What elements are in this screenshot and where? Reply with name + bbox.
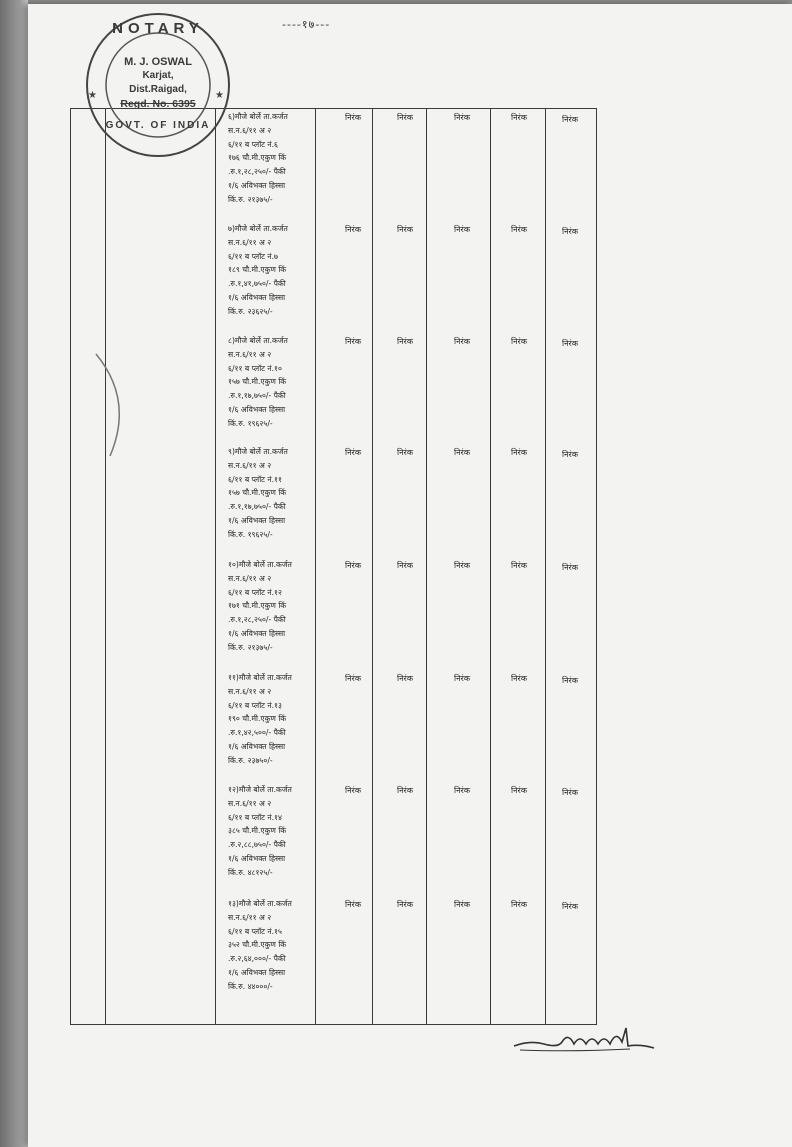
nil-cell: निरंक xyxy=(454,448,470,457)
nil-cell: निरंक xyxy=(511,337,527,346)
nil-cell: निरंक xyxy=(511,448,527,457)
table-border-right xyxy=(596,108,597,1025)
nil-cell: निरंक xyxy=(345,337,361,346)
nil-cell: निरंक xyxy=(511,900,527,909)
stamp-place: Karjat, xyxy=(142,70,174,81)
stamp-star-icon: ★ xyxy=(215,90,224,101)
nil-cell: निरंक xyxy=(345,786,361,795)
column-divider xyxy=(215,108,216,1025)
nil-cell: निरंक xyxy=(345,113,361,122)
nil-cell: निरंक xyxy=(454,786,470,795)
nil-cell: निरंक xyxy=(397,900,413,909)
scan-left-edge xyxy=(0,0,28,1147)
nil-cell: निरंक xyxy=(511,674,527,683)
nil-cell: निरंक xyxy=(511,225,527,234)
nil-cell: निरंक xyxy=(454,900,470,909)
nil-cell: निरंक xyxy=(562,227,578,236)
nil-cell: निरंक xyxy=(511,561,527,570)
nil-cell: निरंक xyxy=(511,113,527,122)
nil-cell: निरंक xyxy=(562,902,578,911)
stamp-registration: Regd. No. 6395 xyxy=(120,98,196,110)
stamp-bottom-text: GOVT. OF INDIA xyxy=(105,120,211,131)
nil-cell: निरंक xyxy=(562,563,578,572)
nil-cell: निरंक xyxy=(454,561,470,570)
nil-cell: निरंक xyxy=(397,225,413,234)
nil-cell: निरंक xyxy=(345,900,361,909)
nil-cell: निरंक xyxy=(397,448,413,457)
nil-cell: निरंक xyxy=(345,448,361,457)
signature xyxy=(510,1022,660,1062)
column-divider xyxy=(105,108,106,1025)
stamp-star-icon: ★ xyxy=(88,90,97,101)
nil-cell: निरंक xyxy=(397,113,413,122)
column-divider xyxy=(490,108,491,1025)
page-number: ----१७--- xyxy=(282,18,331,31)
nil-cell: निरंक xyxy=(562,450,578,459)
stamp-heading: NOTARY xyxy=(112,20,204,37)
stamp-district: Dist.Raigad, xyxy=(129,84,187,95)
property-description: १०)मौजे बोर्ले ता.कर्जत स.न.६/११ अ २ ६/११ ब प्लॉट नं.१२ १७१ चौ.मी.एकुण किं .रु.१,२८,२५०/- पैकी १/६ अविभक्त हिस्सा किं.रु. २१३७५/- xyxy=(228,560,292,652)
nil-cell: निरंक xyxy=(454,337,470,346)
property-description: १३)मौजे बोर्ले ता.कर्जत स.न.६/११ अ २ ६/११ ब प्लॉट नं.१५ ३५२ चौ.मी.एकुण किं .रु.२,६४,०००/- पैकी १/६ अविभक्त हिस्सा किं.रु. ४४०००/- xyxy=(228,899,292,991)
nil-cell: निरंक xyxy=(562,788,578,797)
property-description: ११)मौजे बोर्ले ता.कर्जत स.न.६/११ अ २ ६/११ ब प्लॉट नं.१३ १९० चौ.मी.एकुण किं .रु.१,४२,५००/- पैकी १/६ अविभक्त हिस्सा किं.रु. २३७५०/- xyxy=(228,673,292,765)
property-description: ८)मौजे बोर्ले ता.कर्जत स.न.६/११ अ २ ६/११ ब प्लॉट नं.१० १५७ चौ.मी.एकुण किं .रु.१,१७,७५०/- पैकी १/६ अविभक्त हिस्सा किं.रु. १९६२५/- xyxy=(228,336,288,428)
nil-cell: निरंक xyxy=(345,225,361,234)
nil-cell: निरंक xyxy=(511,786,527,795)
property-description: ७)मौजे बोर्ले ता.कर्जत स.न.६/११ अ २ ६/११ ब प्लॉट नं.७ १८९ चौ.मी.एकुण किं .रु.१,४१,७५०/- पैकी १/६ अविभक्त हिस्सा किं.रु. २३६२५/- xyxy=(228,224,288,316)
nil-cell: निरंक xyxy=(345,561,361,570)
property-description: ९)मौजे बोर्ले ता.कर्जत स.न.६/११ अ २ ६/११ ब प्लॉट नं.११ १५७ चौ.मी.एकुण किं .रु.१,१७,७५०/- पैकी १/६ अविभक्त हिस्सा किं.रु. १९६२५/- xyxy=(228,447,288,539)
nil-cell: निरंक xyxy=(454,674,470,683)
property-description: ६)मौजे बोर्ले ता.कर्जत स.न.६/११ अ २ ६/११ ब प्लॉट नं.६ १७६ चौ.मी.एकुण किं .रु.१,२८,२५०/- पैकी १/६ अविभक्त हिस्सा किं.रु. २१३७५/- xyxy=(228,112,288,204)
stamp-name: M. J. OSWAL xyxy=(124,56,192,68)
nil-cell: निरंक xyxy=(562,339,578,348)
nil-cell: निरंक xyxy=(345,674,361,683)
nil-cell: निरंक xyxy=(397,561,413,570)
nil-cell: निरंक xyxy=(562,676,578,685)
nil-cell: निरंक xyxy=(562,115,578,124)
nil-cell: निरंक xyxy=(397,786,413,795)
nil-cell: निरंक xyxy=(397,337,413,346)
table-border-left xyxy=(70,108,71,1025)
margin-bracket-mark xyxy=(88,350,132,460)
nil-cell: निरंक xyxy=(397,674,413,683)
nil-cell: निरंक xyxy=(454,113,470,122)
nil-cell: निरंक xyxy=(454,225,470,234)
property-description: १२)मौजे बोर्ले ता.कर्जत स.न.६/११ अ २ ६/११ ब प्लॉट नं.१४ ३८५ चौ.मी.एकुण किं .रु.२,८८,७५०/- पैकी १/६ अविभक्त हिस्सा किं.रु. ४८१२५/- xyxy=(228,785,292,877)
